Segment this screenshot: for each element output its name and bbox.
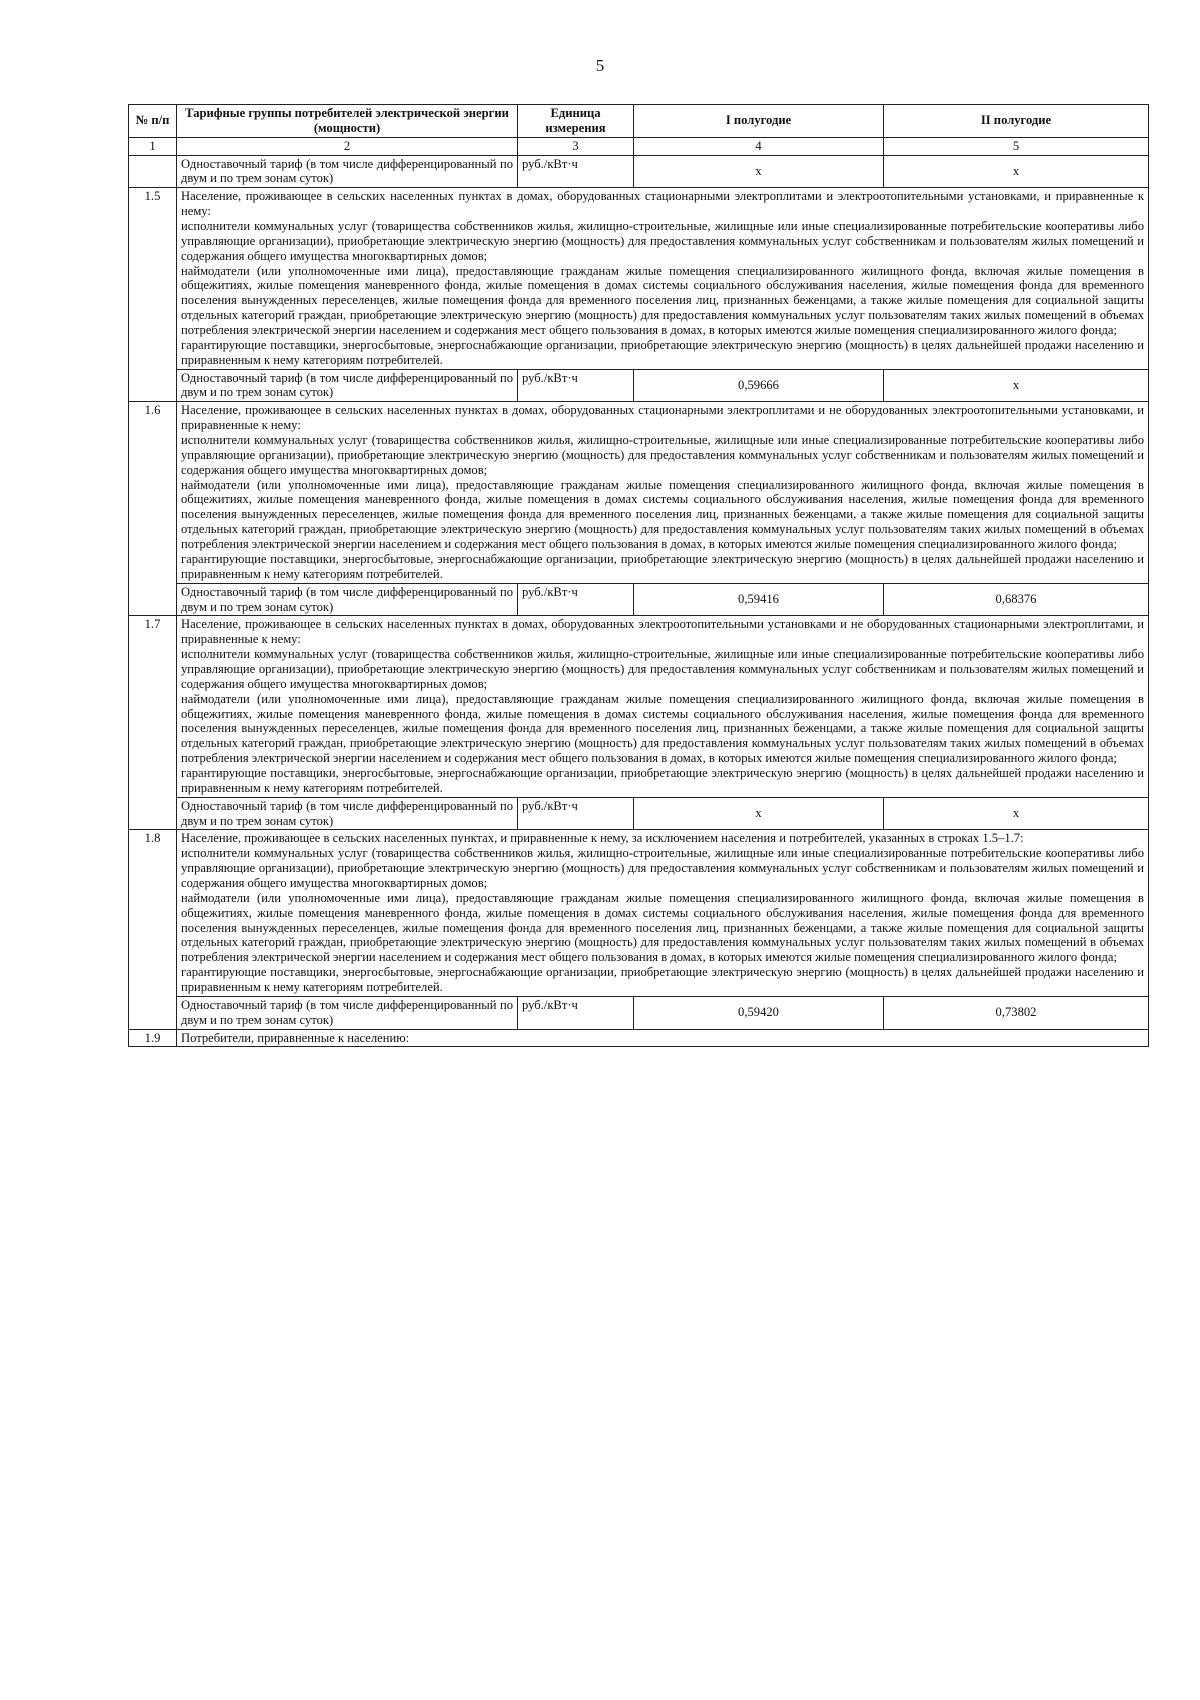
section-description (177, 830, 1149, 996)
section-paragraph: наймодатели (или уполномоченные ими лица), предоставляющие гражданам жилые помещения специализированного жилищного фонда, включая жилые помещения в общежитиях, жилые помещения маневренного фонда, жилые помещения в домах системы социального обслуживания населения, жилые помещения фонда для временного поселения вынужденных переселенцев, жилые помещения фонда для временного поселения лиц, признанных беженцами, а также жилые помещения для социальной защиты отдельных категорий граждан, приобретающие электрическую энергию (мощность) для предоставления коммунальных услуг пользователям таких жилых помещений в объемах потребления электрической энергии населением и содержания мест общего пользования в домах, в которых имеются жилые помещения специализированного жилого фонда; (181, 691, 1144, 766)
page-number: 5 (595, 56, 605, 75)
header-unit: Единица измерения (518, 105, 634, 138)
col-number: 4 (634, 137, 884, 155)
tariff-label: Одноставочный тариф (в том числе дифференцированный по двум и по трем зонам суток) (177, 797, 518, 830)
tariff-value-half2: x (884, 797, 1149, 830)
section-paragraph: гарантирующие поставщики, энергосбытовые, энергоснабжающие организации, приобретающие электрическую энергию (мощность) в целях дальнейшей продажи населению и приравненным к нему категориям потребителей. (181, 765, 1144, 795)
tariff-label: Одноставочный тариф (в том числе дифференцированный по двум и по трем зонам суток) (177, 583, 518, 616)
header-group: Тарифные группы потребителей электрической энергии (мощности) (177, 105, 518, 138)
tariff-unit: руб./кВт·ч (518, 369, 634, 402)
col-number: 2 (177, 137, 518, 155)
section-description (177, 616, 1149, 797)
section-description: Потребители, приравненные к населению: (177, 1029, 1149, 1047)
header-half1: I полугодие (634, 105, 884, 138)
tariff-value-half1: x (634, 797, 884, 830)
section-paragraph: гарантирующие поставщики, энергосбытовые, энергоснабжающие организации, приобретающие электрическую энергию (мощность) в целях дальнейшей продажи населению и приравненным к нему категориям потребителей. (181, 965, 1144, 994)
tariff-row (129, 583, 1149, 616)
section-paragraph: Население, проживающее в сельских населенных пунктах в домах, оборудованных стационарными электроплитами и не оборудованных электроотопительными установками, и приравненные к нему: (181, 403, 1144, 433)
tariff-row (129, 369, 1149, 402)
col-number: 3 (518, 137, 634, 155)
tariff-table (128, 104, 1149, 1047)
tariff-unit: руб./кВт·ч (518, 155, 634, 188)
tariff-row (129, 155, 1149, 188)
tariff-value-half1: 0,59416 (634, 583, 884, 616)
section-paragraph: наймодатели (или уполномоченные ими лица), предоставляющие гражданам жилые помещения специализированного жилищного фонда, включая жилые помещения в общежитиях, жилые помещения маневренного фонда, жилые помещения в домах системы социального обслуживания населения, жилые помещения фонда для временного поселения вынужденных переселенцев, жилые помещения фонда для временного поселения лиц, признанных беженцами, а также жилые помещения для социальной защиты отдельных категорий граждан, приобретающие электрическую энергию (мощность) для предоставления коммунальных услуг пользователям таких жилых помещений в объемах потребления электрической энергии населением и содержания мест общего пользования в домах, в которых имеются жилые помещения специализированного жилого фонда; (181, 263, 1144, 338)
section-paragraph: наймодатели (или уполномоченные ими лица), предоставляющие гражданам жилые помещения специализированного жилищного фонда, включая жилые помещения в общежитиях, жилые помещения маневренного фонда, жилые помещения в домах системы социального обслуживания населения, жилые помещения фонда для временного поселения вынужденных переселенцев, жилые помещения фонда для временного поселения лиц, признанных беженцами, а также жилые помещения для социальной защиты отдельных категорий граждан, приобретающие электрическую энергию (мощность) для предоставления коммунальных услуг пользователям таких жилых помещений в объемах потребления электрической энергии населением и содержания мест общего пользования в домах, в которых имеются жилые помещения специализированного жилого фонда; (181, 477, 1144, 552)
section-number: 1.7 (129, 616, 177, 830)
tariff-unit: руб./кВт·ч (518, 996, 634, 1029)
section-description (177, 402, 1149, 583)
tariff-value-half2: 0,73802 (884, 996, 1149, 1029)
col-number: 5 (884, 137, 1149, 155)
section-number: 1.5 (129, 188, 177, 402)
tariff-value-half1: 0,59666 (634, 369, 884, 402)
tariff-row (129, 996, 1149, 1029)
section-description-row (129, 616, 1149, 797)
col-number: 1 (129, 137, 177, 155)
section-paragraph: Население, проживающее в сельских населенных пунктах в домах, оборудованных стационарными электроплитами и электроотопительными установками, и приравненные к нему: (181, 189, 1144, 219)
section-paragraph: Население, проживающее в сельских населенных пунктах в домах, оборудованных электроотопительными установками и не оборудованных стационарными электроплитами, и приравненные к нему: (181, 617, 1144, 647)
tariff-value-half2: x (884, 369, 1149, 402)
section-paragraph: гарантирующие поставщики, энергосбытовые, энергоснабжающие организации, приобретающие электрическую энергию (мощность) в целях дальнейшей продажи населению и приравненным к нему категориям потребителей. (181, 551, 1144, 581)
section-paragraph: исполнители коммунальных услуг (товарищества собственников жилья, жилищно-строительные, жилищные или иные специализированные потребительские кооперативы либо управляющие организации), приобретающие электрическую энергию (мощность) для предоставления коммунальных услуг собственникам и пользователям жилых помещений и содержания общего имущества многоквартирных домов; (181, 846, 1144, 890)
tariff-label: Одноставочный тариф (в том числе дифференцированный по двум и по трем зонам суток) (177, 155, 518, 188)
row-num-empty (129, 155, 177, 188)
tariff-label: Одноставочный тариф (в том числе дифференцированный по двум и по трем зонам суток) (177, 369, 518, 402)
section-description-row (129, 402, 1149, 583)
section-description-row (129, 188, 1149, 369)
tariff-value-half2: x (884, 155, 1149, 188)
header-half2: II полугодие (884, 105, 1149, 138)
section-paragraph: Население, проживающее в сельских населенных пунктах, и приравненные к нему, за исключением населения и потребителей, указанных в строках 1.5–1.7: (181, 831, 1024, 846)
section-paragraph: исполнители коммунальных услуг (товарищества собственников жилья, жилищно-строительные, жилищные или иные специализированные потребительские кооперативы либо управляющие организации), приобретающие электрическую энергию (мощность) для предоставления коммунальных услуг собственникам и пользователям жилых помещений и содержания общего имущества многоквартирных домов; (181, 433, 1144, 477)
tariff-row (129, 797, 1149, 830)
section-description (177, 188, 1149, 369)
tariff-label: Одноставочный тариф (в том числе дифференцированный по двум и по трем зонам суток) (177, 996, 518, 1029)
tariff-unit: руб./кВт·ч (518, 797, 634, 830)
column-number-row (129, 137, 1149, 155)
tariff-value-half2: 0,68376 (884, 583, 1149, 616)
section-paragraph: наймодатели (или уполномоченные ими лица), предоставляющие гражданам жилые помещения специализированного жилищного фонда, включая жилые помещения в общежитиях, жилые помещения маневренного фонда, жилые помещения в домах системы социального обслуживания населения, жилые помещения фонда для временного поселения вынужденных переселенцев, жилые помещения фонда для временного поселения лиц, признанных беженцами, а также жилые помещения для социальной защиты отдельных категорий граждан, приобретающие электрическую энергию (мощность) для предоставления коммунальных услуг пользователям таких жилых помещений в объемах потребления электрической энергии населением и содержания мест общего пользования в домах, в которых имеются жилые помещения специализированного жилого фонда; (181, 890, 1144, 965)
section-description-row (129, 830, 1149, 996)
tariff-value-half1: 0,59420 (634, 996, 884, 1029)
section-description-row (129, 1029, 1149, 1047)
section-paragraph: исполнители коммунальных услуг (товарищества собственников жилья, жилищно-строительные, жилищные или иные специализированные потребительские кооперативы либо управляющие организации), приобретающие электрическую энергию (мощность) для предоставления коммунальных услуг собственникам и пользователям жилых помещений и содержания общего имущества многоквартирных домов; (181, 219, 1144, 263)
tariff-unit: руб./кВт·ч (518, 583, 634, 616)
header-row (129, 105, 1149, 138)
header-num: № п/п (129, 105, 177, 138)
section-number: 1.8 (129, 830, 177, 1029)
tariff-value-half1: x (634, 155, 884, 188)
section-number: 1.6 (129, 402, 177, 616)
section-number: 1.9 (129, 1029, 177, 1047)
section-paragraph: гарантирующие поставщики, энергосбытовые, энергоснабжающие организации, приобретающие электрическую энергию (мощность) в целях дальнейшей продажи населению и приравненным к нему категориям потребителей. (181, 337, 1144, 367)
section-paragraph: исполнители коммунальных услуг (товарищества собственников жилья, жилищно-строительные, жилищные или иные специализированные потребительские кооперативы либо управляющие организации), приобретающие электрическую энергию (мощность) для предоставления коммунальных услуг собственникам и пользователям жилых помещений и содержания общего имущества многоквартирных домов; (181, 647, 1144, 691)
